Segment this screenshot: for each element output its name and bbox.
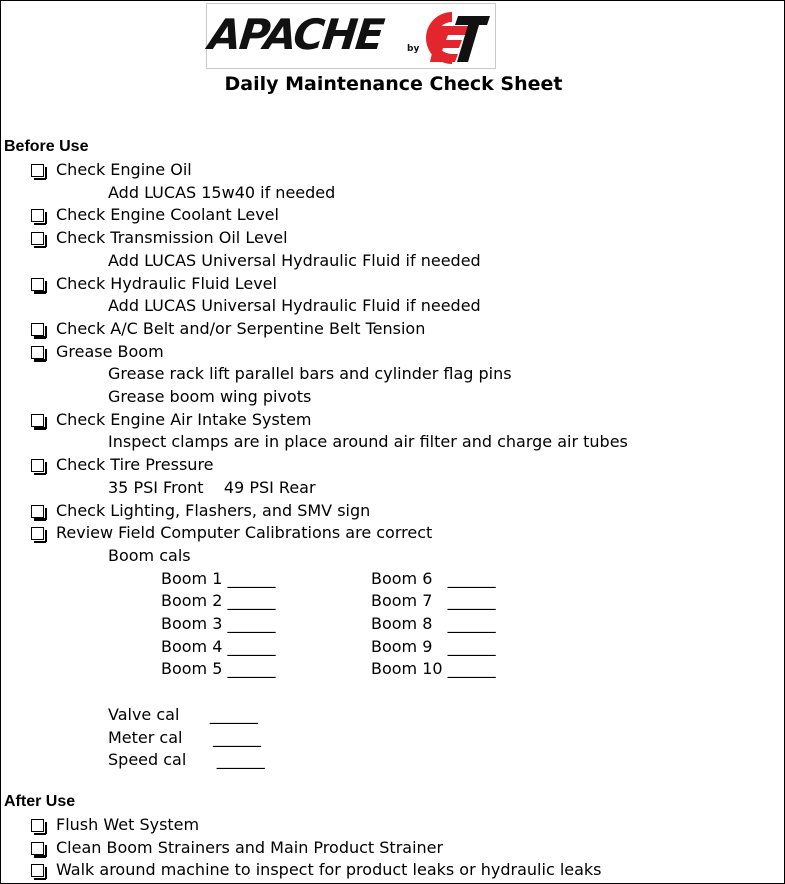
logo-by: by bbox=[407, 44, 420, 54]
section-heading-before-use: Before Use bbox=[4, 138, 89, 155]
checkbox[interactable] bbox=[31, 842, 44, 855]
checklist-item: Check Hydraulic Fluid Level bbox=[56, 273, 277, 293]
checklist-item: Check Tire Pressure bbox=[56, 455, 214, 475]
calibration-field: Meter cal ______ bbox=[108, 727, 261, 747]
checkbox[interactable] bbox=[31, 232, 44, 245]
checklist-subitem: Grease rack lift parallel bars and cylinder flag pins bbox=[108, 364, 512, 384]
et-logo-icon bbox=[422, 8, 492, 66]
checklist-item: Check Engine Air Intake System bbox=[56, 409, 312, 429]
checklist-item: Walk around machine to inspect for product leaks or hydraulic leaks bbox=[56, 860, 602, 880]
checklist-subitem: 35 PSI Front 49 PSI Rear bbox=[108, 477, 316, 497]
checkbox[interactable] bbox=[31, 864, 44, 877]
checklist-subitem: Add LUCAS Universal Hydraulic Fluid if needed bbox=[108, 296, 481, 316]
checklist-item: Check Engine Oil bbox=[56, 160, 192, 179]
checkbox[interactable] bbox=[31, 346, 44, 359]
checklist-item: Clean Boom Strainers and Main Product Strainer bbox=[56, 837, 444, 857]
checklist-item: Check A/C Belt and/or Serpentine Belt Tension bbox=[56, 318, 426, 338]
boom-cal-field: Boom 9 ______ bbox=[371, 636, 496, 656]
checklist-subitem: Add LUCAS 15w40 if needed bbox=[108, 182, 336, 202]
checkbox[interactable] bbox=[31, 323, 44, 336]
checkbox[interactable] bbox=[31, 209, 44, 222]
section-heading-after-use: After Use bbox=[4, 793, 76, 810]
checklist-item: Check Transmission Oil Level bbox=[56, 228, 288, 248]
checklist-item: Flush Wet System bbox=[56, 815, 200, 834]
checklist-subitem: Add LUCAS Universal Hydraulic Fluid if needed bbox=[108, 250, 481, 270]
checkbox[interactable] bbox=[31, 414, 44, 427]
checklist-item: Review Field Computer Calibrations are correct bbox=[56, 523, 433, 543]
checklist-item: Check Engine Coolant Level bbox=[56, 205, 279, 225]
checklist-subitem: Inspect clamps are in place around air filter and charge air tubes bbox=[108, 432, 628, 452]
boom-cal-field: Boom 4 ______ bbox=[161, 636, 276, 656]
checklist-item: Check Lighting, Flashers, and SMV sign bbox=[56, 500, 371, 520]
checklist-subitem: Boom cals bbox=[108, 545, 191, 565]
boom-cal-field: Boom 3 ______ bbox=[161, 614, 276, 633]
checkbox[interactable] bbox=[31, 819, 44, 832]
checklist-item: Grease Boom bbox=[56, 341, 164, 361]
boom-cal-field: Boom 7 ______ bbox=[371, 591, 496, 611]
boom-cal-field: Boom 8 ______ bbox=[371, 614, 496, 633]
calibration-field: Speed cal ______ bbox=[108, 750, 265, 770]
checkbox[interactable] bbox=[31, 459, 44, 472]
calibration-field: Valve cal ______ bbox=[108, 704, 258, 724]
apache-logo bbox=[206, 3, 496, 69]
boom-cal-field: Boom 5 ______ bbox=[161, 659, 276, 679]
boom-cal-field: Boom 10 ______ bbox=[371, 659, 496, 679]
boom-cal-field: Boom 1 ______ bbox=[161, 568, 276, 588]
boom-cal-field: Boom 2 ______ bbox=[161, 591, 276, 611]
boom-cal-field: Boom 6 ______ bbox=[371, 568, 496, 588]
logo-brand: APACHE bbox=[206, 10, 385, 59]
checkbox[interactable] bbox=[31, 164, 44, 177]
checklist-subitem: Grease boom wing pivots bbox=[108, 387, 312, 406]
page-title: Daily Maintenance Check Sheet bbox=[224, 73, 563, 95]
checkbox[interactable] bbox=[31, 527, 44, 540]
checkbox[interactable] bbox=[31, 505, 44, 518]
checkbox[interactable] bbox=[31, 278, 44, 291]
